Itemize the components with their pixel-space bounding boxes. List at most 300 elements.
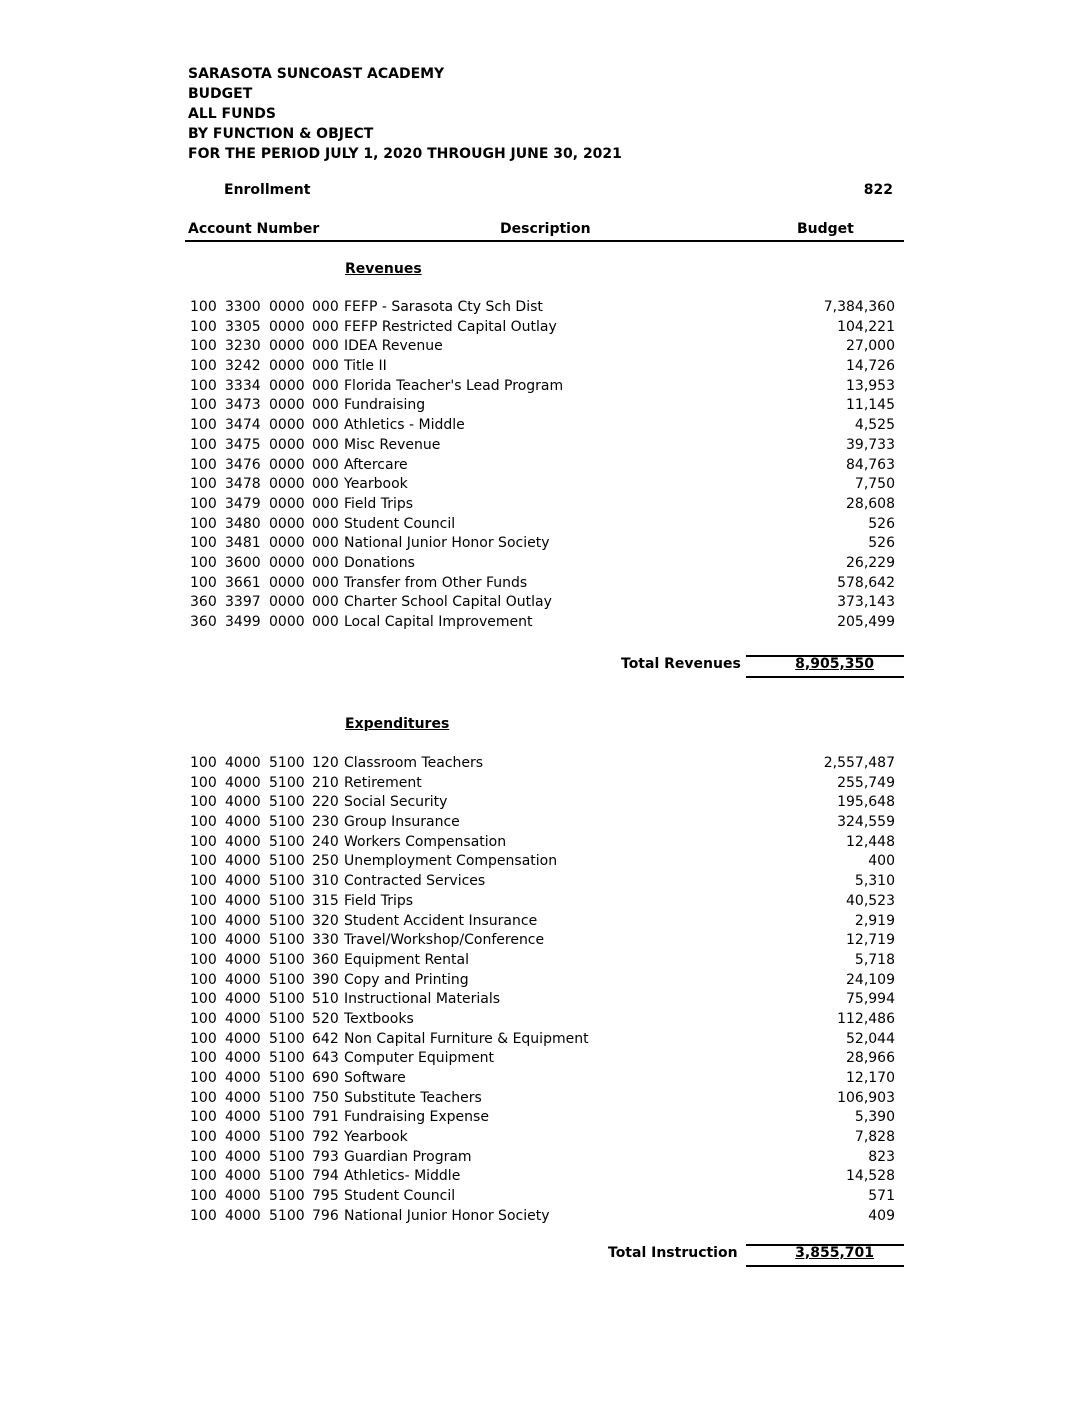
fund-code: 100 bbox=[190, 515, 217, 532]
object-code: 4000 bbox=[225, 1168, 261, 1185]
line-description: Field Trips bbox=[344, 892, 414, 909]
line-amount: 409 bbox=[868, 1207, 895, 1224]
table-row bbox=[190, 1049, 895, 1069]
sub-code: 000 bbox=[312, 554, 339, 571]
fund-code: 100 bbox=[190, 774, 217, 791]
fund-code: 100 bbox=[190, 476, 217, 493]
sub-code: 240 bbox=[312, 833, 339, 850]
function-code: 0000 bbox=[269, 574, 305, 591]
function-code: 5100 bbox=[269, 1030, 305, 1047]
fund-code: 100 bbox=[190, 1188, 217, 1205]
sub-code: 230 bbox=[312, 814, 339, 831]
line-description: Substitute Teachers bbox=[344, 1089, 482, 1106]
function-code: 5100 bbox=[269, 912, 305, 929]
line-amount: 112,486 bbox=[837, 1010, 895, 1027]
table-row bbox=[190, 1108, 895, 1128]
expenditures-table bbox=[190, 754, 895, 1227]
total-revenues-value: 8,905,350 bbox=[795, 656, 874, 672]
sub-code: 000 bbox=[312, 476, 339, 493]
fund-code: 100 bbox=[190, 338, 217, 355]
sub-code: 795 bbox=[312, 1188, 339, 1205]
table-row bbox=[190, 377, 895, 397]
object-code: 3397 bbox=[225, 594, 261, 611]
sub-code: 750 bbox=[312, 1089, 339, 1106]
line-amount: 324,559 bbox=[837, 814, 895, 831]
function-code: 5100 bbox=[269, 755, 305, 771]
object-code: 4000 bbox=[225, 912, 261, 929]
fund-code: 100 bbox=[190, 1070, 217, 1086]
line-amount: 52,044 bbox=[846, 1030, 895, 1047]
fund-code: 100 bbox=[190, 417, 217, 434]
table-row bbox=[190, 892, 895, 912]
report-type: BUDGET bbox=[188, 86, 253, 102]
sub-code: 320 bbox=[312, 912, 339, 929]
table-row bbox=[190, 357, 895, 377]
object-code: 3230 bbox=[225, 338, 261, 355]
fund-code: 100 bbox=[190, 1010, 217, 1027]
sub-code: 330 bbox=[312, 932, 339, 949]
fund-code: 360 bbox=[190, 594, 217, 611]
line-description: Software bbox=[344, 1070, 406, 1086]
fund-code: 360 bbox=[190, 614, 217, 630]
object-code: 3334 bbox=[225, 377, 261, 394]
fund-code: 100 bbox=[190, 1050, 217, 1067]
object-code: 3300 bbox=[225, 299, 261, 315]
table-row bbox=[190, 793, 895, 813]
function-code: 0000 bbox=[269, 515, 305, 532]
report-grouping: BY FUNCTION & OBJECT bbox=[188, 126, 374, 142]
object-code: 4000 bbox=[225, 1207, 261, 1224]
line-description: Misc Revenue bbox=[344, 436, 441, 453]
sub-code: 210 bbox=[312, 774, 339, 791]
sub-code: 120 bbox=[312, 755, 339, 771]
line-description: Social Security bbox=[344, 794, 448, 811]
line-amount: 4,525 bbox=[854, 417, 895, 434]
line-description: Donations bbox=[344, 554, 415, 571]
table-row bbox=[190, 1167, 895, 1187]
sub-code: 000 bbox=[312, 456, 339, 473]
school-name: SARASOTA SUNCOAST ACADEMY bbox=[188, 66, 445, 82]
table-row bbox=[190, 495, 895, 515]
line-amount: 7,750 bbox=[854, 476, 895, 493]
fund-code: 100 bbox=[190, 814, 217, 831]
sub-code: 000 bbox=[312, 358, 339, 375]
sub-code: 000 bbox=[312, 614, 339, 630]
function-code: 5100 bbox=[269, 873, 305, 890]
line-amount: 14,528 bbox=[846, 1168, 895, 1185]
table-row bbox=[190, 613, 895, 633]
line-description: Instructional Materials bbox=[344, 991, 501, 1008]
function-code: 0000 bbox=[269, 436, 305, 453]
fund-code: 100 bbox=[190, 951, 217, 968]
fund-scope: ALL FUNDS bbox=[188, 106, 276, 122]
fund-code: 100 bbox=[190, 358, 217, 375]
table-row bbox=[190, 1128, 895, 1148]
line-description: FEFP - Sarasota Cty Sch Dist bbox=[344, 299, 543, 315]
fund-code: 100 bbox=[190, 574, 217, 591]
object-code: 4000 bbox=[225, 794, 261, 811]
object-code: 4000 bbox=[225, 892, 261, 909]
sub-code: 510 bbox=[312, 991, 339, 1008]
function-code: 5100 bbox=[269, 1050, 305, 1067]
fund-code: 100 bbox=[190, 1109, 217, 1126]
object-code: 4000 bbox=[225, 755, 261, 771]
function-code: 5100 bbox=[269, 853, 305, 870]
line-description: Guardian Program bbox=[344, 1148, 472, 1165]
object-code: 4000 bbox=[225, 1188, 261, 1205]
table-row bbox=[190, 593, 895, 613]
function-code: 5100 bbox=[269, 1129, 305, 1146]
line-description: Field Trips bbox=[344, 495, 414, 512]
function-code: 5100 bbox=[269, 1207, 305, 1224]
fund-code: 100 bbox=[190, 1030, 217, 1047]
table-row bbox=[190, 534, 895, 554]
object-code: 4000 bbox=[225, 991, 261, 1008]
line-description: Yearbook bbox=[344, 476, 408, 493]
sub-code: 690 bbox=[312, 1070, 339, 1086]
line-amount: 75,994 bbox=[846, 991, 895, 1008]
total-instruction-value: 3,855,701 bbox=[795, 1245, 874, 1261]
function-code: 0000 bbox=[269, 318, 305, 335]
line-description: Aftercare bbox=[344, 456, 408, 473]
object-code: 4000 bbox=[225, 1148, 261, 1165]
line-description: National Junior Honor Society bbox=[344, 535, 550, 552]
function-code: 0000 bbox=[269, 358, 305, 375]
revenues-table bbox=[190, 298, 895, 633]
sub-code: 000 bbox=[312, 535, 339, 552]
fund-code: 100 bbox=[190, 971, 217, 988]
line-description: Title II bbox=[344, 358, 387, 375]
object-code: 4000 bbox=[225, 814, 261, 831]
object-code: 3474 bbox=[225, 417, 261, 434]
function-code: 0000 bbox=[269, 476, 305, 493]
function-code: 0000 bbox=[269, 535, 305, 552]
table-row bbox=[190, 1010, 895, 1030]
line-amount: 526 bbox=[868, 515, 895, 532]
line-amount: 28,966 bbox=[846, 1050, 895, 1067]
line-description: Athletics- Middle bbox=[344, 1168, 461, 1185]
total-instruction-underline bbox=[746, 1265, 904, 1267]
line-description: Classroom Teachers bbox=[344, 755, 484, 771]
function-code: 5100 bbox=[269, 1070, 305, 1086]
sub-code: 520 bbox=[312, 1010, 339, 1027]
table-row bbox=[190, 337, 895, 357]
sub-code: 794 bbox=[312, 1168, 339, 1185]
table-row bbox=[190, 1030, 895, 1050]
header-rule bbox=[185, 240, 904, 242]
line-description: Retirement bbox=[344, 774, 422, 791]
sub-code: 792 bbox=[312, 1129, 339, 1146]
table-row bbox=[190, 574, 895, 594]
object-code: 4000 bbox=[225, 1050, 261, 1067]
fund-code: 100 bbox=[190, 554, 217, 571]
sub-code: 791 bbox=[312, 1109, 339, 1126]
table-row bbox=[190, 475, 895, 495]
fund-code: 100 bbox=[190, 833, 217, 850]
table-row bbox=[190, 396, 895, 416]
function-code: 0000 bbox=[269, 397, 305, 414]
line-amount: 2,919 bbox=[854, 912, 895, 929]
object-code: 3478 bbox=[225, 476, 261, 493]
revenues-heading: Revenues bbox=[345, 261, 422, 277]
total-instruction-label: Total Instruction bbox=[608, 1245, 738, 1261]
object-code: 4000 bbox=[225, 932, 261, 949]
function-code: 5100 bbox=[269, 1168, 305, 1185]
fund-code: 100 bbox=[190, 397, 217, 414]
line-amount: 571 bbox=[868, 1188, 895, 1205]
line-amount: 7,384,360 bbox=[823, 299, 895, 315]
table-row bbox=[190, 1148, 895, 1168]
object-code: 3476 bbox=[225, 456, 261, 473]
line-description: Fundraising Expense bbox=[344, 1109, 489, 1126]
fund-code: 100 bbox=[190, 892, 217, 909]
object-code: 4000 bbox=[225, 873, 261, 890]
line-description: Equipment Rental bbox=[344, 951, 469, 968]
column-header-description: Description bbox=[500, 221, 591, 237]
object-code: 4000 bbox=[225, 833, 261, 850]
function-code: 5100 bbox=[269, 1109, 305, 1126]
function-code: 5100 bbox=[269, 1188, 305, 1205]
enrollment-label: Enrollment bbox=[224, 182, 311, 198]
sub-code: 000 bbox=[312, 495, 339, 512]
sub-code: 793 bbox=[312, 1148, 339, 1165]
function-code: 0000 bbox=[269, 594, 305, 611]
function-code: 5100 bbox=[269, 971, 305, 988]
sub-code: 250 bbox=[312, 853, 339, 870]
sub-code: 315 bbox=[312, 892, 339, 909]
line-amount: 205,499 bbox=[837, 614, 895, 630]
object-code: 3600 bbox=[225, 554, 261, 571]
fund-code: 100 bbox=[190, 299, 217, 315]
sub-code: 220 bbox=[312, 794, 339, 811]
object-code: 4000 bbox=[225, 1129, 261, 1146]
line-amount: 7,828 bbox=[854, 1129, 895, 1146]
line-amount: 2,557,487 bbox=[823, 755, 895, 771]
fund-code: 100 bbox=[190, 1207, 217, 1224]
sub-code: 000 bbox=[312, 417, 339, 434]
line-amount: 84,763 bbox=[846, 456, 895, 473]
enrollment-value: 822 bbox=[863, 182, 893, 198]
line-amount: 195,648 bbox=[837, 794, 895, 811]
line-amount: 40,523 bbox=[846, 892, 895, 909]
line-amount: 106,903 bbox=[837, 1089, 895, 1106]
column-header-account: Account Number bbox=[188, 221, 320, 237]
object-code: 3479 bbox=[225, 495, 261, 512]
sub-code: 000 bbox=[312, 515, 339, 532]
table-row bbox=[190, 416, 895, 436]
line-amount: 823 bbox=[868, 1148, 895, 1165]
object-code: 4000 bbox=[225, 1030, 261, 1047]
line-amount: 12,448 bbox=[846, 833, 895, 850]
function-code: 0000 bbox=[269, 299, 305, 315]
function-code: 0000 bbox=[269, 495, 305, 512]
table-row bbox=[190, 554, 895, 574]
line-description: Athletics - Middle bbox=[344, 417, 465, 434]
function-code: 0000 bbox=[269, 554, 305, 571]
line-amount: 11,145 bbox=[846, 397, 895, 414]
line-description: Florida Teacher's Lead Program bbox=[344, 377, 564, 394]
line-description: Computer Equipment bbox=[344, 1050, 495, 1067]
table-row bbox=[190, 813, 895, 833]
fund-code: 100 bbox=[190, 932, 217, 949]
line-description: Contracted Services bbox=[344, 873, 486, 890]
function-code: 0000 bbox=[269, 377, 305, 394]
fund-code: 100 bbox=[190, 495, 217, 512]
line-description: Student Council bbox=[344, 1188, 456, 1205]
line-amount: 5,718 bbox=[854, 951, 895, 968]
line-description: National Junior Honor Society bbox=[344, 1207, 550, 1224]
function-code: 5100 bbox=[269, 1148, 305, 1165]
sub-code: 390 bbox=[312, 971, 339, 988]
function-code: 0000 bbox=[269, 338, 305, 355]
sub-code: 000 bbox=[312, 397, 339, 414]
fund-code: 100 bbox=[190, 912, 217, 929]
table-row bbox=[190, 298, 895, 318]
function-code: 5100 bbox=[269, 1010, 305, 1027]
line-description: Workers Compensation bbox=[344, 833, 507, 850]
line-description: Local Capital Improvement bbox=[344, 614, 533, 630]
column-header-budget: Budget bbox=[797, 221, 854, 237]
line-description: Copy and Printing bbox=[344, 971, 469, 988]
sub-code: 000 bbox=[312, 594, 339, 611]
table-row bbox=[190, 318, 895, 338]
line-description: Student Council bbox=[344, 515, 456, 532]
object-code: 4000 bbox=[225, 951, 261, 968]
function-code: 5100 bbox=[269, 991, 305, 1008]
function-code: 0000 bbox=[269, 614, 305, 630]
line-amount: 373,143 bbox=[837, 594, 895, 611]
line-description: Non Capital Furniture & Equipment bbox=[344, 1030, 589, 1047]
sub-code: 796 bbox=[312, 1207, 339, 1224]
line-amount: 14,726 bbox=[846, 358, 895, 375]
fund-code: 100 bbox=[190, 535, 217, 552]
object-code: 3480 bbox=[225, 515, 261, 532]
fund-code: 100 bbox=[190, 794, 217, 811]
sub-code: 642 bbox=[312, 1030, 339, 1047]
table-row bbox=[190, 515, 895, 535]
line-amount: 400 bbox=[868, 853, 895, 870]
fund-code: 100 bbox=[190, 1129, 217, 1146]
table-row bbox=[190, 1069, 895, 1089]
sub-code: 000 bbox=[312, 377, 339, 394]
total-revenues-label: Total Revenues bbox=[621, 656, 741, 672]
fund-code: 100 bbox=[190, 755, 217, 771]
object-code: 4000 bbox=[225, 1109, 261, 1126]
sub-code: 310 bbox=[312, 873, 339, 890]
fund-code: 100 bbox=[190, 456, 217, 473]
object-code: 3481 bbox=[225, 535, 261, 552]
object-code: 3473 bbox=[225, 397, 261, 414]
report-period: FOR THE PERIOD JULY 1, 2020 THROUGH JUNE 30, 2021 bbox=[188, 146, 622, 162]
object-code: 4000 bbox=[225, 774, 261, 791]
object-code: 3661 bbox=[225, 574, 261, 591]
line-amount: 27,000 bbox=[846, 338, 895, 355]
table-row bbox=[190, 456, 895, 476]
function-code: 0000 bbox=[269, 417, 305, 434]
table-row bbox=[190, 1187, 895, 1207]
fund-code: 100 bbox=[190, 873, 217, 890]
line-amount: 13,953 bbox=[846, 377, 895, 394]
line-amount: 26,229 bbox=[846, 554, 895, 571]
sub-code: 360 bbox=[312, 951, 339, 968]
fund-code: 100 bbox=[190, 377, 217, 394]
total-revenues-underline bbox=[746, 676, 904, 678]
table-row bbox=[190, 754, 895, 774]
line-amount: 578,642 bbox=[837, 574, 895, 591]
line-amount: 28,608 bbox=[846, 495, 895, 512]
fund-code: 100 bbox=[190, 318, 217, 335]
line-amount: 39,733 bbox=[846, 436, 895, 453]
table-row bbox=[190, 971, 895, 991]
sub-code: 000 bbox=[312, 338, 339, 355]
line-amount: 255,749 bbox=[837, 774, 895, 791]
sub-code: 000 bbox=[312, 318, 339, 335]
fund-code: 100 bbox=[190, 436, 217, 453]
sub-code: 000 bbox=[312, 574, 339, 591]
function-code: 5100 bbox=[269, 932, 305, 949]
line-amount: 12,170 bbox=[846, 1070, 895, 1086]
fund-code: 100 bbox=[190, 991, 217, 1008]
sub-code: 000 bbox=[312, 436, 339, 453]
line-amount: 104,221 bbox=[837, 318, 895, 335]
fund-code: 100 bbox=[190, 1168, 217, 1185]
fund-code: 100 bbox=[190, 1089, 217, 1106]
function-code: 5100 bbox=[269, 1089, 305, 1106]
line-amount: 5,310 bbox=[854, 873, 895, 890]
line-description: Group Insurance bbox=[344, 814, 460, 831]
line-description: Unemployment Compensation bbox=[344, 853, 558, 870]
function-code: 5100 bbox=[269, 833, 305, 850]
line-amount: 24,109 bbox=[846, 971, 895, 988]
table-row bbox=[190, 951, 895, 971]
object-code: 4000 bbox=[225, 971, 261, 988]
line-description: Yearbook bbox=[344, 1129, 408, 1146]
line-amount: 5,390 bbox=[854, 1109, 895, 1126]
function-code: 5100 bbox=[269, 774, 305, 791]
line-description: FEFP Restricted Capital Outlay bbox=[344, 318, 557, 335]
table-row bbox=[190, 774, 895, 794]
line-description: Charter School Capital Outlay bbox=[344, 594, 552, 611]
sub-code: 643 bbox=[312, 1050, 339, 1067]
table-row bbox=[190, 1089, 895, 1109]
line-amount: 12,719 bbox=[846, 932, 895, 949]
function-code: 5100 bbox=[269, 794, 305, 811]
function-code: 5100 bbox=[269, 951, 305, 968]
object-code: 3305 bbox=[225, 318, 261, 335]
line-description: Textbooks bbox=[344, 1010, 414, 1027]
table-row bbox=[190, 990, 895, 1010]
sub-code: 000 bbox=[312, 299, 339, 315]
table-row bbox=[190, 912, 895, 932]
table-row bbox=[190, 436, 895, 456]
function-code: 5100 bbox=[269, 814, 305, 831]
object-code: 4000 bbox=[225, 1089, 261, 1106]
line-description: Student Accident Insurance bbox=[344, 912, 538, 929]
expenditures-heading: Expenditures bbox=[345, 716, 450, 732]
line-description: Fundraising bbox=[344, 397, 426, 414]
line-amount: 526 bbox=[868, 535, 895, 552]
object-code: 4000 bbox=[225, 853, 261, 870]
object-code: 3475 bbox=[225, 436, 261, 453]
line-description: IDEA Revenue bbox=[344, 338, 443, 355]
function-code: 5100 bbox=[269, 892, 305, 909]
line-description: Travel/Workshop/Conference bbox=[344, 932, 545, 949]
table-row bbox=[190, 872, 895, 892]
function-code: 0000 bbox=[269, 456, 305, 473]
line-description: Transfer from Other Funds bbox=[344, 574, 528, 591]
object-code: 4000 bbox=[225, 1070, 261, 1086]
table-row bbox=[190, 1207, 895, 1227]
